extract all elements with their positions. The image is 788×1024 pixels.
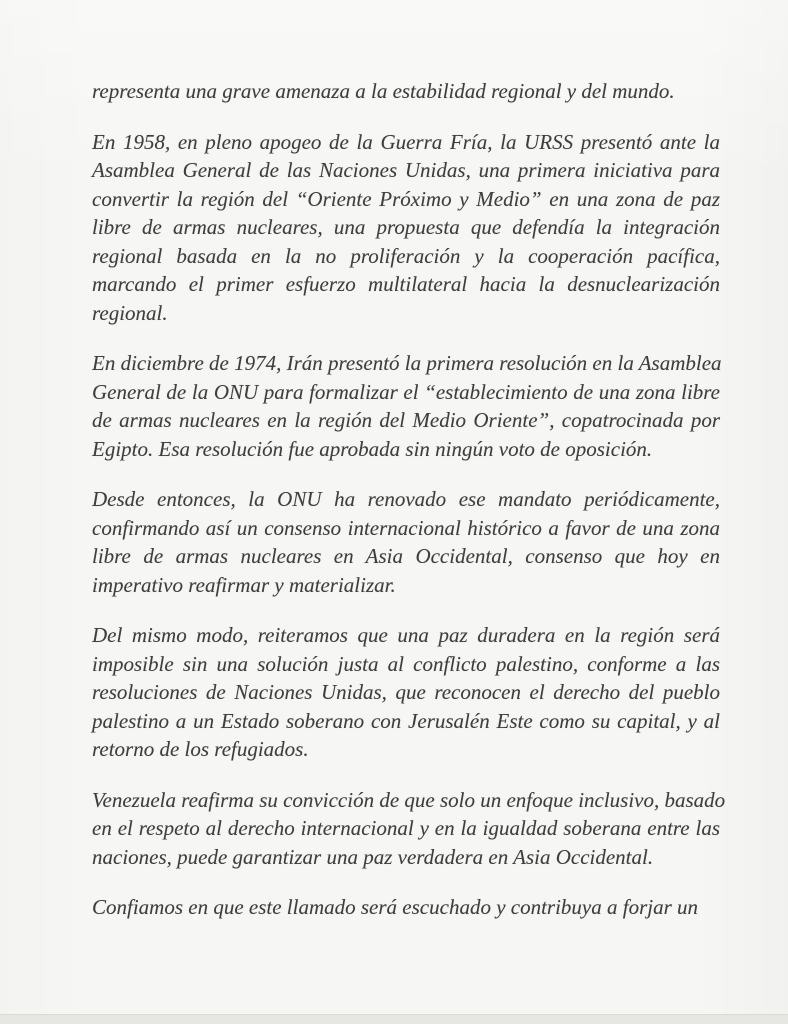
text-line: Egipto. Esa resolución fue aprobada sin ningún voto de oposición.: [92, 436, 653, 461]
text-line: Venezuela reafirma su convicción de que solo un enfoque inclusivo, basado: [92, 787, 726, 812]
text-line: resoluciones de Naciones Unidas, que reconocen el derecho del pueblo: [92, 680, 720, 704]
text-line: Desde entonces, la ONU ha renovado ese mandato periódicamente,: [92, 487, 720, 511]
paragraph: [92, 621, 720, 764]
paragraph: [92, 786, 726, 872]
text-line: marcando el primer esfuerzo multilateral hacia la desnuclearización: [92, 272, 720, 296]
text-line: naciones, puede garantizar una paz verdadera en Asia Occidental.: [92, 844, 654, 869]
page-bottom-edge: [0, 1014, 788, 1024]
paragraph: [92, 128, 720, 328]
text-line: General de la ONU para formalizar el “establecimiento de una zona libre: [92, 379, 720, 404]
text-line: palestino a un Estado soberano con Jerusalén Este como su capital, y al: [92, 708, 720, 733]
text-line: imperativo reafirmar y materializar.: [92, 572, 396, 597]
text-line: confirmando así un consenso internacional histórico a favor de una zona: [92, 515, 720, 540]
text-line: Del mismo modo, reiteramos que una paz duradera en la región será: [92, 623, 720, 647]
text-line: En diciembre de 1974, Irán presentó la primera resolución en la Asamblea: [92, 351, 722, 375]
text-line: Confiamos en que este llamado será escuchado y contribuya a forjar un: [92, 895, 699, 919]
text-line: imposible sin una solución justa al conflicto palestino, conforme a las: [92, 651, 720, 676]
text-line: regional.: [92, 300, 168, 325]
paragraph: [92, 77, 720, 106]
text-line: Asamblea General de las Naciones Unidas, una primera iniciativa para: [92, 158, 720, 182]
text-line: en el respeto al derecho internacional y en la igualdad soberana entre las: [92, 816, 720, 840]
paragraph: [92, 893, 720, 922]
text-line: convertir la región del “Oriente Próximo y Medio” en una zona de paz: [92, 186, 720, 211]
text-line: de armas nucleares en la región del Medio Oriente”, copatrocinada por: [92, 408, 720, 432]
text-line: regional basada en la no proliferación y la cooperación pacífica,: [92, 243, 720, 268]
text-line: libre de armas nucleares, una propuesta que defendía la integración: [92, 215, 720, 239]
paragraph: [92, 485, 720, 599]
text-line: En 1958, en pleno apogeo de la Guerra Fría, la URSS presentó ante la: [92, 129, 720, 154]
text-line: libre de armas nucleares en Asia Occidental, consenso que hoy en: [92, 544, 720, 568]
text-line: representa una grave amenaza a la estabilidad regional y del mundo.: [92, 79, 675, 103]
document-text-block: [92, 77, 726, 944]
text-line: retorno de los refugiados.: [92, 737, 309, 761]
paragraph: [92, 349, 720, 463]
